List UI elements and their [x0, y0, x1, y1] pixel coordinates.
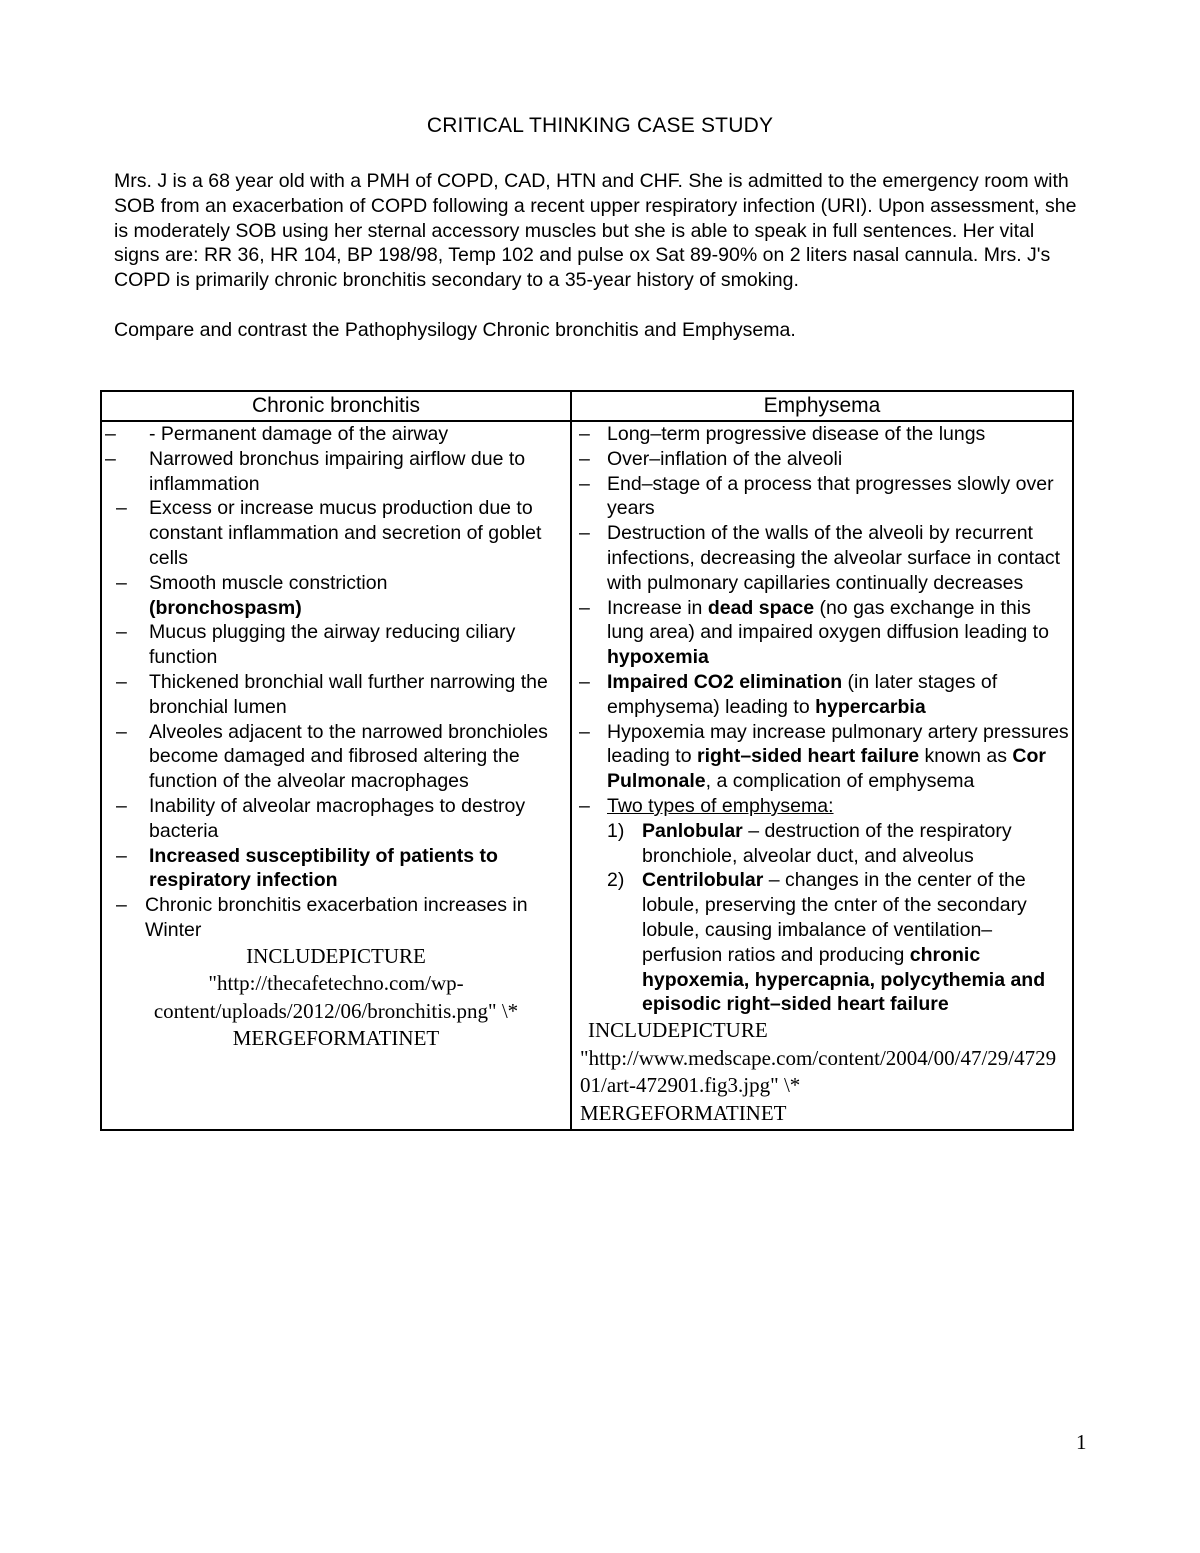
- comparison-table: [100, 390, 1074, 1131]
- comparison-prompt: Compare and contrast the Pathophysilogy Chronic bronchitis and Emphysema.: [114, 318, 796, 341]
- bullet-dash: –: [579, 794, 590, 817]
- bullet-dash: –: [105, 423, 116, 445]
- bullet-dash: –: [579, 423, 590, 445]
- bullet-dash: –: [116, 894, 127, 917]
- list-item: – Long–term progressive disease of the lungs: [579, 423, 986, 445]
- list-item: – Destruction of the walls of the alveoli by recurrent infections, decreasing the alveolar surface in contact with pulmonary capillaries continually decreases: [579, 522, 1061, 594]
- list-item: – Excess or increase mucus production due to constant inflammation and secretion of goblet cells: [116, 497, 542, 569]
- types-heading: Two types of emphysema:: [607, 794, 834, 817]
- list-item: 2) Centrilobular – changes in the center of the lobule, preserving the cnter of the secondary lobule, causing imbalance of ventilation–perfusion ratios and producing chronic hypoxemia, hypercapnia, polycythemia and episodic right–sided heart failure: [607, 869, 1046, 1016]
- list-item: – Smooth muscle constriction (bronchospasm): [116, 571, 388, 619]
- bullet-dash: –: [579, 522, 590, 545]
- list-item: – Narrowed bronchus impairing airflow due to inflammation: [105, 447, 526, 495]
- list-item: – Thickened bronchial wall further narrowing the bronchial lumen: [116, 670, 548, 718]
- case-study-text: [114, 169, 1084, 343]
- bronchospasm-term: (bronchospasm): [149, 596, 302, 619]
- list-item: – Increase in dead space (no gas exchange in this lung area) and impaired oxygen diffusion leading to hypoxemia: [579, 596, 1049, 669]
- list-item: – Impaired CO2 elimination (in later stages of emphysema) leading to hypercarbia: [579, 670, 998, 718]
- table-body-row: [101, 421, 1073, 1130]
- bullet-dash: –: [116, 497, 127, 520]
- list-item: – Alveoles adjacent to the narrowed bronchioles become damaged and fibrosed altering the function of the alveolar macrophages: [116, 720, 548, 793]
- bullet-dash: –: [579, 447, 590, 470]
- bullet-dash: –: [116, 621, 127, 644]
- bullet-dash: –: [105, 447, 116, 470]
- bullet-dash: –: [579, 670, 590, 693]
- case-paragraph: Mrs. J is a 68 year old with a PMH of COPD, CAD, HTN and CHF. She is admitted to the emergency room with SOB from an exacerbation of COPD following a recent upper respiratory infection (URI). Upon assessment, she is moderately SOB using her sternal accessory muscles but she is able to speak in full sentences. Her vital signs are: RR 36, HR 104, BP 198/98, Temp 102 and pulse ox Sat 89-90% on 2 liters nasal cannula. Mrs. J's COPD is primarily chronic bronchitis secondary to a 35-year history of smoking.: [114, 170, 1077, 292]
- list-item: – Chronic bronchitis exacerbation increases in Winter: [116, 894, 528, 941]
- emphysema-types-list: [572, 819, 1072, 1017]
- bullet-dash: –: [579, 596, 590, 619]
- bullet-dash: –: [116, 844, 127, 867]
- header-emphysema: Emphysema: [571, 391, 1073, 421]
- emphysema-list: [572, 422, 1072, 819]
- list-item: [572, 794, 1072, 819]
- bullet-dash: –: [116, 670, 127, 693]
- emphysema-cell: [571, 421, 1073, 1130]
- page-number: 1: [1076, 1430, 1087, 1454]
- document-title: CRITICAL THINKING CASE STUDY: [426, 114, 774, 137]
- include-picture-field: INCLUDEPICTURE "http://www.medscape.com/content/2004/00/47/29/472901/art-472901.fig3.jpg" \* MERGEFORMATINET: [580, 1018, 1057, 1125]
- list-item: 1) Panlobular – destruction of the respiratory bronchiole, alveolar duct, and alveolus: [607, 819, 1012, 867]
- chronic-bronchitis-list: [102, 422, 570, 943]
- header-chronic-bronchitis: Chronic bronchitis: [101, 391, 571, 421]
- list-item: – Inability of alveolar macrophages to destroy bacteria: [116, 794, 526, 842]
- list-item: – - Permanent damage of the airway: [105, 423, 449, 445]
- bullet-dash: –: [579, 472, 590, 495]
- list-item: – Over–inflation of the alveoli: [579, 447, 843, 470]
- list-item: – Increased susceptibility of patients to respiratory infection: [116, 844, 498, 892]
- bullet-dash: –: [116, 794, 127, 817]
- include-picture-field: INCLUDEPICTURE "http://thecafetechno.com/wp-content/uploads/2012/06/bronchitis.png" \* MERGEFORMATINET: [153, 943, 519, 1051]
- list-item: – Mucus plugging the airway reducing ciliary function: [116, 621, 516, 669]
- chronic-bronchitis-cell: [101, 421, 571, 1130]
- bullet-dash: –: [116, 720, 127, 743]
- list-item: – End–stage of a process that progresses slowly over years: [579, 472, 1054, 520]
- bullet-dash: –: [116, 571, 127, 594]
- list-item: – Hypoxemia may increase pulmonary artery pressures leading to right–sided heart failure known as Cor Pulmonale, a complication of emphysema: [579, 720, 1069, 793]
- bullet-dash: –: [579, 720, 590, 743]
- table-header-row: [101, 391, 1073, 421]
